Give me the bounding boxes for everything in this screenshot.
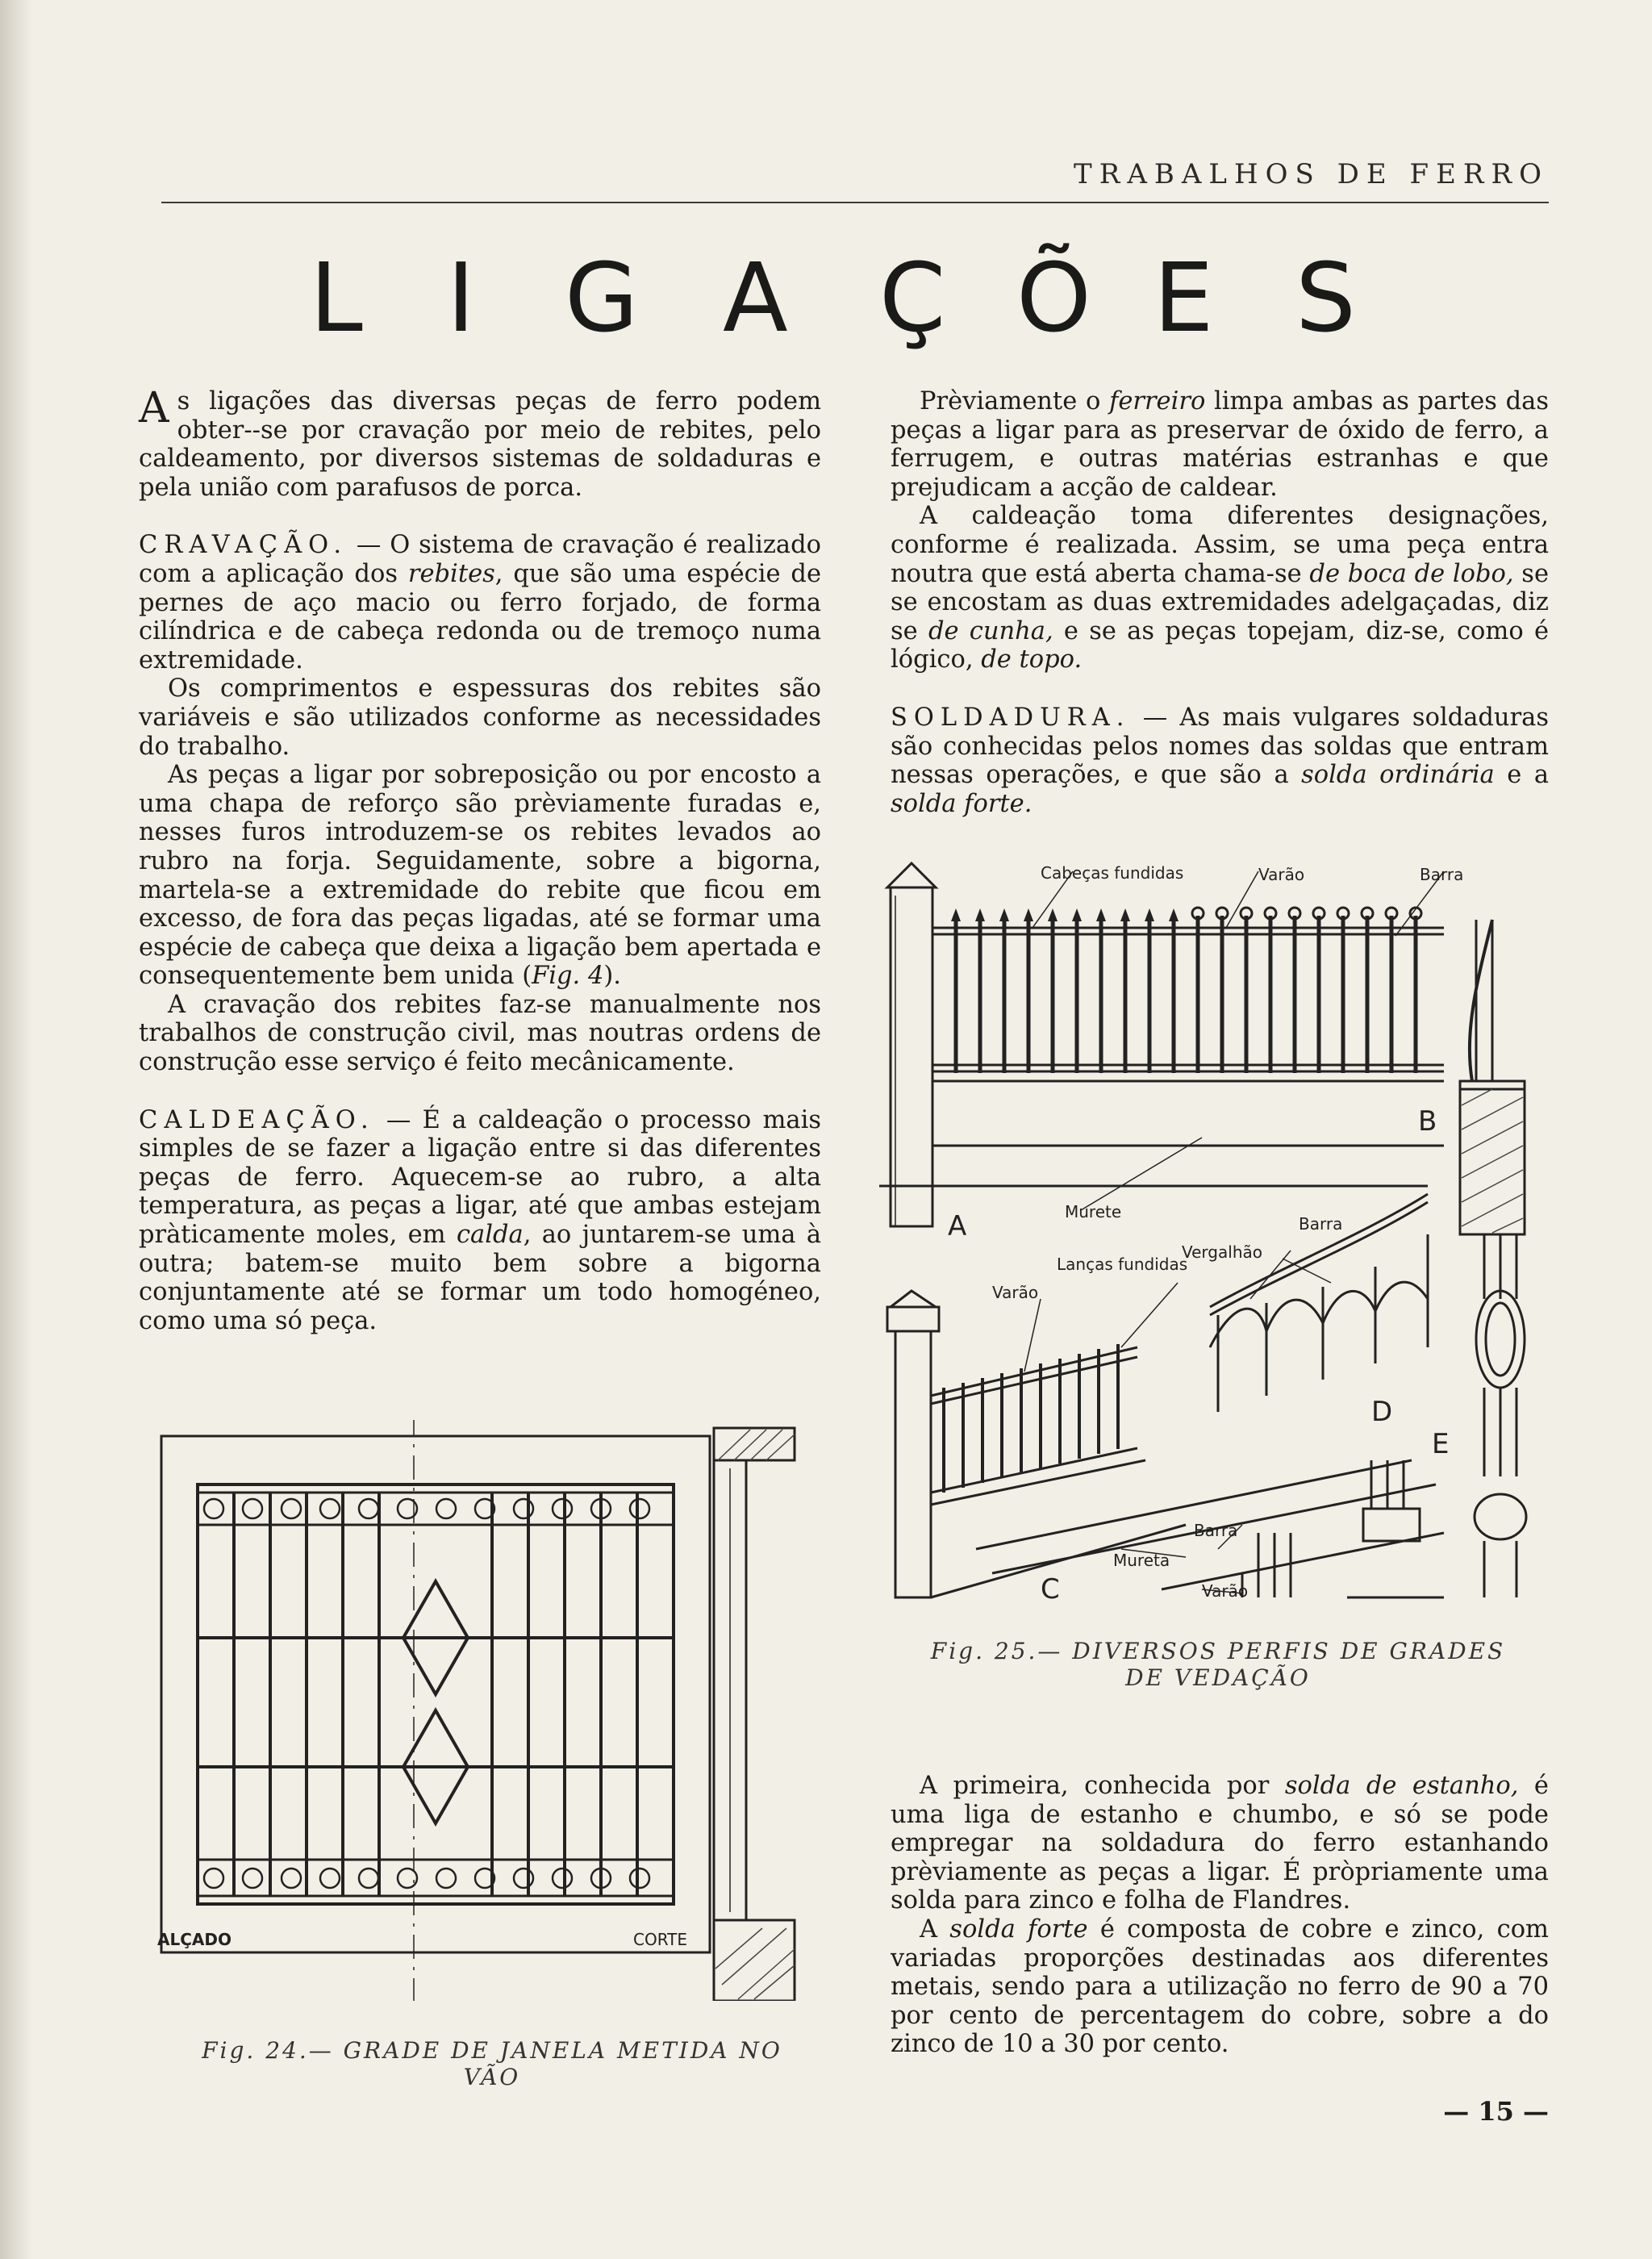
spear-head [1145, 908, 1154, 921]
scroll-ornament [204, 1869, 223, 1888]
spear-head [951, 908, 961, 921]
spear-head [1169, 908, 1179, 921]
section-heading-cravacao: CRAVAÇÃO. [139, 531, 348, 560]
label-varao-top: Varão [1258, 865, 1305, 884]
right-column-bottom [891, 1772, 1549, 2059]
letter-e: E [1432, 1428, 1450, 1460]
title-letter: Õ [1016, 242, 1091, 353]
section-heading-caldeacao: CALDEAÇÃO. [139, 1105, 375, 1134]
page-title [242, 242, 1452, 363]
cravacao-paragraph-4: A cravação dos rebites faz-se manualmente nos trabalhos de construção civil, mas noutras ordens de construção esse serviço é feito mecânicamente. [139, 990, 821, 1077]
label-barra-mid: Barra [1299, 1214, 1343, 1234]
window-grille-drawing [157, 1420, 819, 2001]
label-varao-mid: Varão [992, 1283, 1039, 1302]
scroll-ornament [398, 1869, 417, 1888]
label-barra-low: Barra [1194, 1521, 1238, 1540]
label-varao-low: Varão [1202, 1581, 1249, 1601]
figure-25-fence-profiles [879, 847, 1557, 1622]
scroll-ornament [320, 1499, 340, 1518]
title-letter: G [565, 242, 639, 353]
title-letter: A [723, 242, 788, 353]
figure-24-caption: Fig. 24.— GRADE DE JANELA METIDA NO VÃO [202, 2037, 782, 2090]
scroll-ornament [359, 1869, 378, 1888]
scroll-ornament [630, 1499, 649, 1518]
cravacao-paragraph: CRAVAÇÃO. — O sistema de cravação é realizado com a aplicação dos rebites, que são uma espécie de pernes de aço macio ou ferro forjado, de forma cilíndrica e de cabeça redonda ou de tremoço numa extremidade. [139, 531, 821, 674]
cravacao-paragraph-2: Os comprimentos e espessuras dos rebites são variáveis e são utilizados conforme as necessidades do trabalho. [139, 674, 821, 761]
right-column-top [891, 387, 1549, 818]
scroll-ornament [514, 1869, 533, 1888]
designations-paragraph: A caldeação toma diferentes designações, conforme é realizada. Assim, se uma peça entra noutra que está aberta chama-se de boca de lobo, se se encostam as duas extremidades adelgaçadas, diz se de cunha, e se as peças topejam, diz-se, como é lógico, de topo. [891, 502, 1549, 674]
scroll-ornament [359, 1499, 378, 1518]
label-alcado: ALÇADO [157, 1930, 232, 1949]
scroll-ornament [320, 1869, 340, 1888]
header-rule [161, 202, 1549, 203]
spear-head [975, 908, 985, 921]
letter-d: D [1371, 1396, 1393, 1428]
left-column [139, 384, 822, 1335]
letter-a: A [948, 1210, 967, 1242]
scroll-ornament [436, 1499, 456, 1518]
preparation-paragraph: Prèviamente o ferreiro limpa ambas as partes das peças a ligar para as preservar de óxido de ferro, a ferrugem, e outras matérias estranhas e que prejudicam a acção de caldear. [891, 387, 1549, 502]
spear-head [1096, 908, 1106, 921]
drop-cap: A [139, 384, 169, 432]
figure-24-window-grille [157, 1420, 819, 2001]
solda-forte-paragraph: A solda forte é composta de cobre e zinco, com variadas proporções destinadas aos diferentes metais, sendo para a utilização no ferro de 90 a 70 por cento de percentagem do cobre, sobre a do zinco de 10 a 30 por cento. [891, 1915, 1549, 2059]
letter-c: C [1041, 1573, 1060, 1606]
title-letter: S [1295, 242, 1356, 353]
label-lancas-fundidas: Lanças fundidas [1057, 1255, 1188, 1274]
title-letter: L [310, 242, 363, 353]
soldadura-paragraph: SOLDADURA. — As mais vulgares soldaduras são conhecidas pelos nomes das soldas que entram nessas operações, e que são a solda ordinária e a solda forte. [891, 703, 1550, 818]
letter-b: B [1418, 1105, 1437, 1138]
intro-paragraph: As ligações das diversas peças de ferro podem obter--se por cravação por meio de rebites, pelo caldeamento, por diversos sistemas de soldaduras e pela união com parafusos de porca. [139, 384, 821, 502]
title-letter: Ç [879, 242, 946, 353]
spear-head [999, 908, 1009, 921]
title-letter: I [447, 242, 475, 353]
title-letter: E [1153, 242, 1214, 353]
figure-25-caption: Fig. 25.— DIVERSOS PERFIS DE GRADES DE VEDAÇÃO [930, 1638, 1506, 1691]
scroll-ornament [282, 1499, 301, 1518]
label-mureta: Mureta [1113, 1551, 1170, 1570]
label-barra-top: Barra [1420, 865, 1464, 884]
solda-estanho-paragraph: A primeira, conhecida por solda de estanho, é uma liga de estanho e chumbo, e só se pode empregar na soldadura do ferro estanhando prèviamente as peças a ligar. É pròpriamente uma solda para zinco e folha de Flandres. [891, 1772, 1549, 1915]
spear-head [1024, 908, 1033, 921]
spear-head [1048, 908, 1058, 921]
cravacao-paragraph-3: As peças a ligar por sobreposição ou por encosto a uma chapa de reforço são prèviamente furadas e, nesses furos introduzem-se os rebites levados ao rubro na forja. Seguidamente, sobre a bigorna, martela-se a extremidade do rebite que ficou em excesso, de fora das peças ligadas, até se formar uma espécie de cabeça que deixa a ligação bem apertada e consequentemente bem unida (Fig. 4). [139, 761, 821, 991]
spear-head [1120, 908, 1130, 921]
scroll-ornament [514, 1499, 533, 1518]
fence-profiles-drawing [879, 847, 1557, 1622]
scroll-ornament [243, 1869, 262, 1888]
page-gutter-shadow [0, 0, 32, 2259]
page-number: — 15 — [1443, 2096, 1549, 2127]
scroll-ornament [436, 1869, 456, 1888]
scroll-ornament [204, 1499, 223, 1518]
scroll-ornament [243, 1499, 262, 1518]
spear-head [1072, 908, 1082, 921]
caldeacao-paragraph: CALDEAÇÃO. — É a caldeação o processo mais simples de se fazer a ligação entre si das diferentes peças de ferro. Aquecem-se ao rubro, a alta temperatura, as peças a ligar, até que ambas estejam pràticamente moles, em calda, ao juntarem-se uma à outra; batem-se muito bem sobre a bigorna conjuntamente até se formar um todo homogéneo, como uma só peça. [139, 1105, 822, 1335]
scroll-ornament [553, 1499, 572, 1518]
scroll-ornament [282, 1869, 301, 1888]
scroll-ornament [630, 1869, 649, 1888]
label-cabecas-fundidas: Cabeças fundidas [1041, 863, 1184, 883]
running-header: TRABALHOS DE FERRO [1074, 158, 1549, 190]
scroll-ornament [553, 1869, 572, 1888]
section-heading-soldadura: SOLDADURA. [891, 703, 1131, 732]
label-murete: Murete [1065, 1202, 1122, 1221]
label-corte: CORTE [633, 1930, 688, 1949]
label-vergalhao: Vergalhão [1182, 1242, 1262, 1262]
